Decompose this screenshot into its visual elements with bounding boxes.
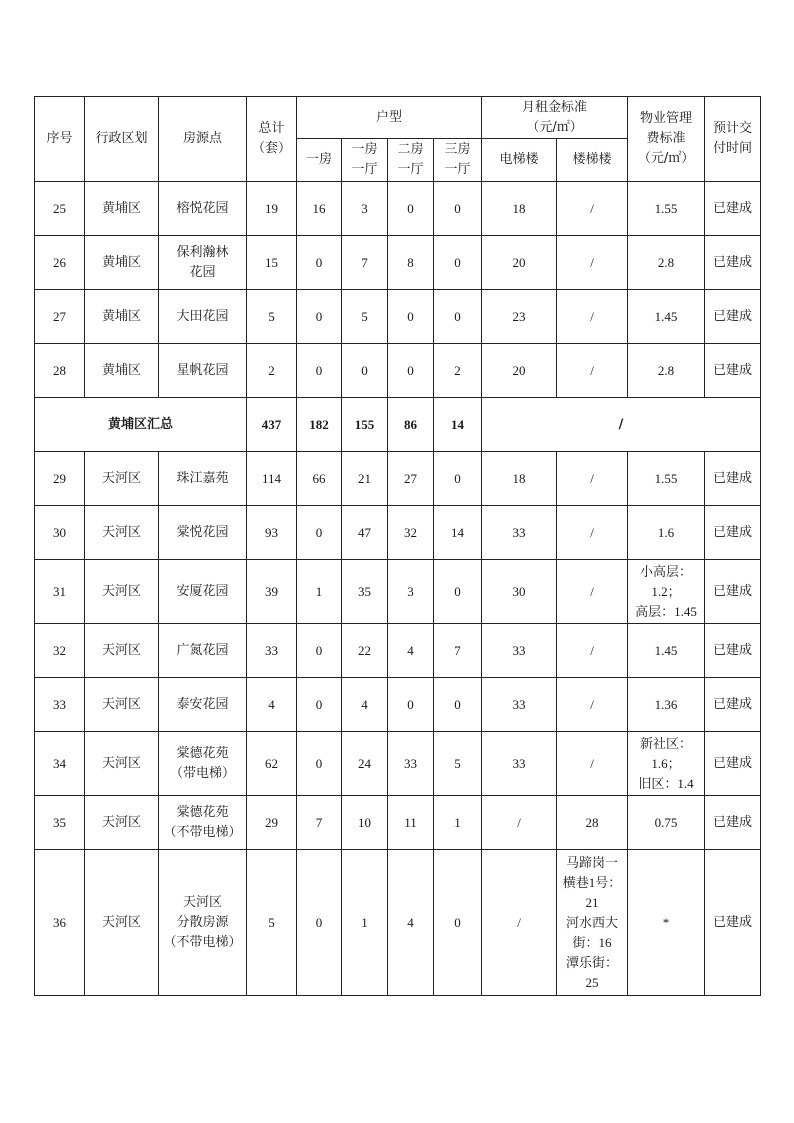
cell-l2: 24 xyxy=(342,732,388,796)
cell-fee xyxy=(628,796,705,850)
cell-stair-line: / xyxy=(590,308,594,324)
cell-stair-line: / xyxy=(590,470,594,486)
cell-l2: 3 xyxy=(342,182,388,236)
cell-seq: 34 xyxy=(35,732,85,796)
cell-l2: 22 xyxy=(342,624,388,678)
cell-l4: 14 xyxy=(434,506,482,560)
cell-stair-line: 马蹄岗一 xyxy=(566,854,619,870)
cell-delivery: 已建成 xyxy=(705,344,761,398)
cell-delivery: 已建成 xyxy=(705,506,761,560)
col-fee: 物业管理 费标准 （元/㎡） xyxy=(628,97,705,182)
cell-fee xyxy=(628,344,705,398)
cell-source-line: 榕悦花园 xyxy=(176,200,229,216)
col-total: 总计 （套） xyxy=(247,97,297,182)
table-row xyxy=(35,344,761,398)
cell-district: 天河区 xyxy=(85,796,159,850)
cell-l1: 0 xyxy=(297,290,342,344)
table-row xyxy=(35,732,761,796)
cell-elevator-line: 30 xyxy=(512,583,526,599)
cell-l1: 0 xyxy=(297,624,342,678)
cell-total: 33 xyxy=(247,624,297,678)
col-elevator: 电梯楼 xyxy=(482,139,557,182)
cell-stair-line: 28 xyxy=(585,814,599,830)
cell-fee xyxy=(628,236,705,290)
cell-l3: 0 xyxy=(388,290,434,344)
cell-elevator xyxy=(482,732,557,796)
cell-stair-line: / xyxy=(590,755,594,771)
col-l3: 二房 一厅 xyxy=(388,139,434,182)
cell-stair-line: 25 xyxy=(585,974,599,990)
col-source: 房源点 xyxy=(159,97,247,182)
cell-l3: 33 xyxy=(388,732,434,796)
cell-total: 39 xyxy=(247,560,297,624)
cell-fee-line: 新社区： xyxy=(640,735,693,751)
cell-l1: 0 xyxy=(297,850,342,996)
cell-elevator xyxy=(482,624,557,678)
cell-l2: 10 xyxy=(342,796,388,850)
cell-total: 5 xyxy=(247,290,297,344)
cell-fee-line: 1.2； xyxy=(651,583,681,599)
cell-elevator-line: / xyxy=(517,914,521,930)
cell-seq: 26 xyxy=(35,236,85,290)
cell-l1: 1 xyxy=(297,560,342,624)
cell-elevator-line: 20 xyxy=(512,362,526,378)
col-l1: 一房 xyxy=(297,139,342,182)
table-row xyxy=(35,236,761,290)
table-row xyxy=(35,506,761,560)
cell-stair-line: / xyxy=(590,642,594,658)
cell-fee-line: * xyxy=(662,914,670,930)
cell-fee-line: 1.36 xyxy=(654,696,678,712)
table-row xyxy=(35,560,761,624)
cell-l4: 0 xyxy=(434,560,482,624)
cell-elevator xyxy=(482,344,557,398)
cell-seq: 33 xyxy=(35,678,85,732)
col-stair: 楼梯楼 xyxy=(557,139,628,182)
cell-elevator xyxy=(482,560,557,624)
cell-source-line: 棠德花苑 xyxy=(176,804,229,820)
cell-l1: 182 xyxy=(297,398,342,452)
cell-stair-line: / xyxy=(590,200,594,216)
cell-stair-line: / xyxy=(590,254,594,270)
col-l4: 三房 一厅 xyxy=(434,139,482,182)
cell-stair xyxy=(557,452,628,506)
cell-district: 黄埔区 xyxy=(85,236,159,290)
cell-elevator-line: 33 xyxy=(512,524,526,540)
cell-source-line: 天河区 xyxy=(182,894,222,910)
cell-total: 2 xyxy=(247,344,297,398)
cell-l4: 0 xyxy=(434,678,482,732)
cell-seq: 27 xyxy=(35,290,85,344)
cell-source-line: 棠德花苑 xyxy=(176,745,229,761)
cell-source xyxy=(159,452,247,506)
cell-district: 天河区 xyxy=(85,678,159,732)
cell-delivery: 已建成 xyxy=(705,678,761,732)
cell-fee-line: 1.6 xyxy=(657,524,675,540)
cell-l1: 0 xyxy=(297,506,342,560)
cell-delivery: 已建成 xyxy=(705,290,761,344)
cell-elevator xyxy=(482,452,557,506)
cell-fee xyxy=(628,182,705,236)
table-row xyxy=(35,850,761,996)
cell-seq: 32 xyxy=(35,624,85,678)
cell-source xyxy=(159,732,247,796)
cell-l3: 3 xyxy=(388,560,434,624)
cell-seq: 30 xyxy=(35,506,85,560)
cell-total: 93 xyxy=(247,506,297,560)
table-row xyxy=(35,624,761,678)
col-seq: 序号 xyxy=(35,97,85,182)
cell-district: 黄埔区 xyxy=(85,344,159,398)
cell-l1: 7 xyxy=(297,796,342,850)
cell-fee xyxy=(628,732,705,796)
cell-source-line: （不带电梯） xyxy=(163,824,242,840)
cell-elevator-line: 20 xyxy=(512,254,526,270)
cell-l4: 0 xyxy=(434,850,482,996)
cell-district: 黄埔区 xyxy=(85,290,159,344)
cell-l2: 155 xyxy=(342,398,388,452)
cell-source xyxy=(159,796,247,850)
cell-stair-line: 潭乐街： xyxy=(566,954,619,970)
col-l2: 一房 一厅 xyxy=(342,139,388,182)
cell-fee xyxy=(628,506,705,560)
cell-source xyxy=(159,624,247,678)
cell-district: 天河区 xyxy=(85,624,159,678)
cell-l3: 4 xyxy=(388,624,434,678)
cell-stair xyxy=(557,624,628,678)
cell-stair xyxy=(557,236,628,290)
cell-total: 114 xyxy=(247,452,297,506)
cell-elevator-line: 33 xyxy=(512,696,526,712)
cell-fee xyxy=(628,678,705,732)
cell-district: 黄埔区 xyxy=(85,182,159,236)
cell-total: 437 xyxy=(247,398,297,452)
cell-fee-line: 1.45 xyxy=(654,642,678,658)
cell-fee-line: 2.8 xyxy=(657,362,675,378)
cell-district: 天河区 xyxy=(85,560,159,624)
cell-total: 15 xyxy=(247,236,297,290)
cell-l3: 0 xyxy=(388,678,434,732)
cell-source xyxy=(159,182,247,236)
cell-stair-line: / xyxy=(590,524,594,540)
cell-delivery: 已建成 xyxy=(705,624,761,678)
cell-l2: 35 xyxy=(342,560,388,624)
cell-stair xyxy=(557,678,628,732)
cell-stair xyxy=(557,796,628,850)
cell-seq: 35 xyxy=(35,796,85,850)
cell-l3: 0 xyxy=(388,182,434,236)
cell-l4: 0 xyxy=(434,452,482,506)
cell-fee-line: 旧区：1.4 xyxy=(638,775,694,791)
cell-l3: 32 xyxy=(388,506,434,560)
cell-source xyxy=(159,236,247,290)
cell-delivery: 已建成 xyxy=(705,182,761,236)
cell-source-line: 泰安花园 xyxy=(176,696,229,712)
cell-source-line: 珠江嘉苑 xyxy=(176,470,229,486)
cell-l2: 47 xyxy=(342,506,388,560)
table-row xyxy=(35,796,761,850)
cell-l3: 27 xyxy=(388,452,434,506)
cell-source xyxy=(159,560,247,624)
cell-total: 4 xyxy=(247,678,297,732)
cell-seq: 28 xyxy=(35,344,85,398)
cell-l2: 21 xyxy=(342,452,388,506)
cell-fee-line: 1.55 xyxy=(654,200,678,216)
cell-source-line: 花园 xyxy=(189,264,216,280)
table-row xyxy=(35,290,761,344)
cell-l3: 8 xyxy=(388,236,434,290)
cell-l4: 1 xyxy=(434,796,482,850)
cell-seq: 25 xyxy=(35,182,85,236)
cell-source-line: 保利瀚林 xyxy=(176,244,229,260)
cell-l3: 4 xyxy=(388,850,434,996)
cell-source-line: 棠悦花园 xyxy=(176,524,229,540)
cell-l2: 1 xyxy=(342,850,388,996)
cell-l1: 0 xyxy=(297,236,342,290)
cell-district: 天河区 xyxy=(85,506,159,560)
col-district: 行政区划 xyxy=(85,97,159,182)
cell-stair xyxy=(557,344,628,398)
cell-source xyxy=(159,290,247,344)
cell-fee-line: 1.45 xyxy=(654,308,678,324)
cell-l3: 0 xyxy=(388,344,434,398)
cell-delivery: 已建成 xyxy=(705,850,761,996)
cell-l4: 0 xyxy=(434,236,482,290)
cell-fee-line: 0.75 xyxy=(654,814,678,830)
cell-rest: / xyxy=(482,398,761,452)
cell-stair-line: / xyxy=(590,362,594,378)
cell-source-line: （不带电梯） xyxy=(163,934,242,950)
cell-elevator xyxy=(482,236,557,290)
cell-source-line: 分散房源 xyxy=(176,914,229,930)
cell-stair xyxy=(557,506,628,560)
col-delivery: 预计交 付时间 xyxy=(705,97,761,182)
cell-elevator xyxy=(482,182,557,236)
cell-l4: 14 xyxy=(434,398,482,452)
cell-seq: 31 xyxy=(35,560,85,624)
cell-l1: 0 xyxy=(297,678,342,732)
cell-source-line: 广氮花园 xyxy=(176,642,229,658)
cell-l4: 7 xyxy=(434,624,482,678)
cell-elevator-line: / xyxy=(517,814,521,830)
table-row xyxy=(35,182,761,236)
cell-fee xyxy=(628,290,705,344)
cell-l4: 5 xyxy=(434,732,482,796)
cell-elevator xyxy=(482,678,557,732)
cell-stair xyxy=(557,850,628,996)
cell-total: 5 xyxy=(247,850,297,996)
cell-elevator xyxy=(482,850,557,996)
cell-elevator-line: 18 xyxy=(512,470,526,486)
cell-l4: 0 xyxy=(434,290,482,344)
cell-stair-line: / xyxy=(590,583,594,599)
summary-label: 黄埔区汇总 xyxy=(35,398,247,452)
cell-l2: 7 xyxy=(342,236,388,290)
cell-stair xyxy=(557,290,628,344)
cell-l2: 4 xyxy=(342,678,388,732)
cell-l4: 2 xyxy=(434,344,482,398)
cell-stair xyxy=(557,182,628,236)
cell-fee xyxy=(628,560,705,624)
col-layout: 户型 xyxy=(297,97,482,139)
cell-elevator xyxy=(482,796,557,850)
cell-elevator-line: 18 xyxy=(512,200,526,216)
cell-seq: 36 xyxy=(35,850,85,996)
cell-l3: 86 xyxy=(388,398,434,452)
cell-delivery: 已建成 xyxy=(705,796,761,850)
summary-row xyxy=(35,398,761,452)
table-body xyxy=(35,182,761,996)
cell-fee xyxy=(628,624,705,678)
cell-stair-line: 21 xyxy=(585,894,599,910)
cell-elevator xyxy=(482,290,557,344)
cell-source xyxy=(159,678,247,732)
cell-source-line: （带电梯） xyxy=(169,765,235,781)
cell-fee xyxy=(628,452,705,506)
cell-stair-line: 街：16 xyxy=(572,934,612,950)
cell-source-line: 大田花园 xyxy=(176,308,229,324)
cell-source-line: 星帆花园 xyxy=(176,362,229,378)
cell-l1: 66 xyxy=(297,452,342,506)
cell-l1: 0 xyxy=(297,344,342,398)
cell-stair-line: 河水西大 xyxy=(566,914,619,930)
cell-fee xyxy=(628,850,705,996)
cell-source xyxy=(159,506,247,560)
col-rent: 月租金标准 （元/㎡） xyxy=(482,97,628,139)
cell-source xyxy=(159,850,247,996)
cell-l2: 5 xyxy=(342,290,388,344)
cell-stair xyxy=(557,732,628,796)
cell-total: 29 xyxy=(247,796,297,850)
cell-l3: 11 xyxy=(388,796,434,850)
cell-fee-line: 高层：1.45 xyxy=(635,603,697,619)
table-row xyxy=(35,452,761,506)
cell-l2: 0 xyxy=(342,344,388,398)
cell-delivery: 已建成 xyxy=(705,452,761,506)
housing-table xyxy=(34,96,761,996)
cell-elevator-line: 23 xyxy=(512,308,526,324)
cell-district: 天河区 xyxy=(85,732,159,796)
cell-l1: 16 xyxy=(297,182,342,236)
cell-district: 天河区 xyxy=(85,452,159,506)
cell-fee-line: 小高层： xyxy=(640,563,693,579)
cell-stair-line: 横巷1号： xyxy=(562,874,622,890)
cell-fee-line: 1.6； xyxy=(651,755,681,771)
cell-source-line: 安厦花园 xyxy=(176,583,229,599)
cell-stair-line: / xyxy=(590,696,594,712)
cell-total: 62 xyxy=(247,732,297,796)
cell-seq: 29 xyxy=(35,452,85,506)
cell-source xyxy=(159,344,247,398)
table-row xyxy=(35,678,761,732)
cell-delivery: 已建成 xyxy=(705,732,761,796)
cell-total: 19 xyxy=(247,182,297,236)
cell-elevator-line: 33 xyxy=(512,755,526,771)
cell-elevator xyxy=(482,506,557,560)
cell-fee-line: 2.8 xyxy=(657,254,675,270)
cell-elevator-line: 33 xyxy=(512,642,526,658)
cell-fee-line: 1.55 xyxy=(654,470,678,486)
cell-district: 天河区 xyxy=(85,850,159,996)
cell-l4: 0 xyxy=(434,182,482,236)
cell-l1: 0 xyxy=(297,732,342,796)
cell-delivery: 已建成 xyxy=(705,560,761,624)
cell-stair xyxy=(557,560,628,624)
cell-delivery: 已建成 xyxy=(705,236,761,290)
